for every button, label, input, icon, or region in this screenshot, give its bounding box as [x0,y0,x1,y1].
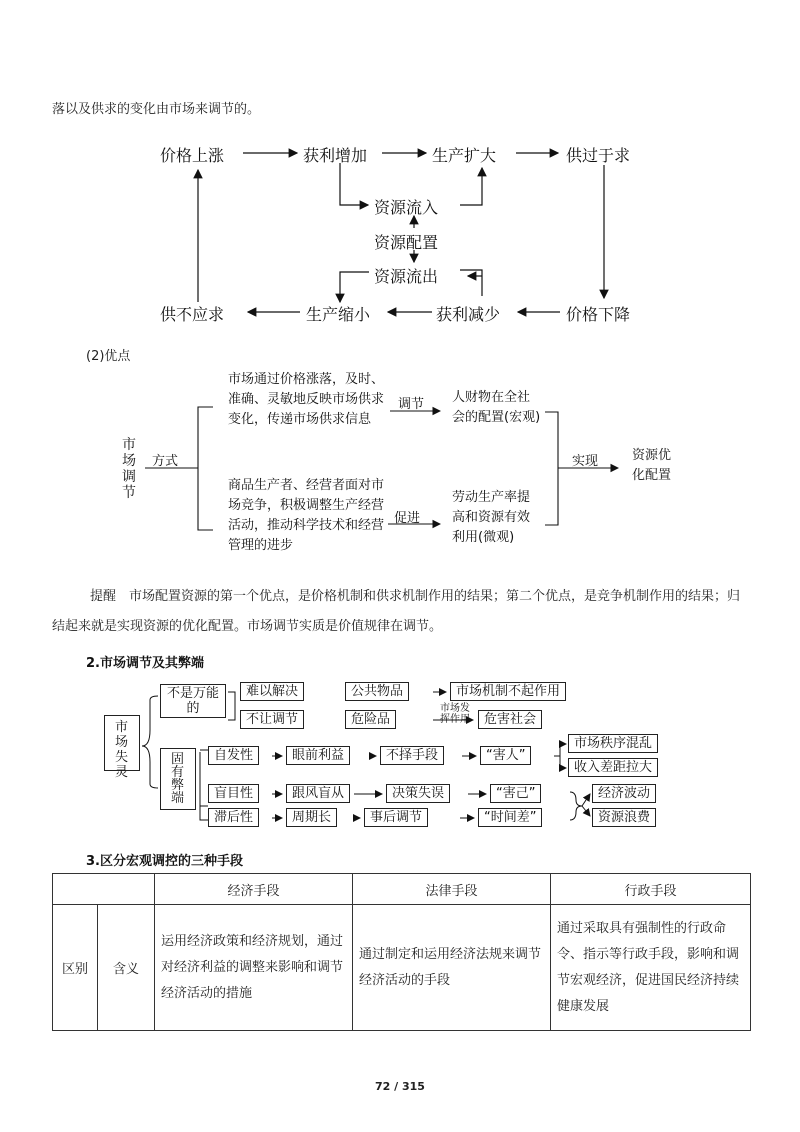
r3-short-term-interest: 眼前利益 [286,746,350,765]
macro-control-table [52,873,751,1031]
r2-dangerous-goods: 危险品 [345,710,396,729]
cell-administrative-meaning: 通过采取具有强制性的行政命令、指示等行政手段，影响和调节宏观经济，促进国民经济持续健康发展 [551,905,751,1031]
r5-lag: 滞后性 [208,808,259,827]
r2-not-allowed: 不让调节 [240,710,304,729]
resource-out-node: 资源流出 [374,267,439,286]
branch2-text: 商品生产者、经营者面对市场竞争，积极调整生产经营活动，推动科学技术和经营管理的进步 [228,478,385,553]
r3-income-gap: 收入差距拉大 [568,758,658,777]
row-sublabel-meaning: 含义 [98,905,155,1031]
table-row [53,905,751,1031]
branch2-result: 劳动生产率提高和资源有效利用(微观) [452,490,531,545]
price-down-node: 价格下降 [566,305,631,324]
r45-economic-fluctuation: 经济波动 [592,784,656,803]
production-expand-node: 生产扩大 [432,146,497,165]
production-shrink-node: 生产缩小 [306,305,371,324]
profit-up-node: 获利增加 [303,146,368,165]
page-number: 72 / 315 [375,1080,425,1093]
price-up-node: 价格上涨 [160,146,225,165]
r3-spontaneity: 自发性 [208,746,259,765]
row-label-difference: 区别 [53,905,98,1031]
market-regulation-root: 市场调节 [122,437,136,501]
profit-down-node: 获利减少 [436,305,501,324]
r4-blindness: 盲目性 [208,784,259,803]
cell-legal-meaning: 通过制定和运用经济法规来调节经济活动的手段 [353,905,551,1031]
branch2-edge-label: 促进 [394,511,421,526]
intro-text: 落以及供求的变化由市场来调节的。 [52,102,261,117]
price-cycle-connectors [0,0,800,340]
branch1-text: 市场通过价格涨落，及时、准确、灵敏地反映市场供求变化，传递市场供求信息 [228,372,385,427]
not-omnipotent-box: 不是万能的 [160,684,226,718]
section2-title: 2.市场调节及其弊端 [86,656,204,671]
branch1-result: 人财物在全社会的配置(宏观) [452,390,541,425]
r2-edge-label: 市场发挥作用 [440,703,470,725]
r3-harm-others: “害人” [480,746,531,765]
r3-market-disorder: 市场秩序混乱 [568,734,658,753]
realize-label: 实现 [572,454,599,469]
r45-resource-waste: 资源浪费 [592,808,656,827]
method-label: 方式 [152,454,179,469]
section3-title: 3.区分宏观调控的三种手段 [86,854,243,869]
header-legal: 法律手段 [353,874,551,905]
inherent-flaws-box: 固有弊端 [160,748,196,810]
r1-mechanism-fails: 市场机制不起作用 [450,682,566,701]
header-administrative: 行政手段 [551,874,751,905]
resource-in-node: 资源流入 [374,198,439,217]
cell-economic-meaning: 运用经济政策和经济规划，通过对经济利益的调整来影响和调节经济活动的措施 [155,905,353,1031]
r4-bad-decision: 决策失误 [386,784,450,803]
r3-any-means: 不择手段 [380,746,444,765]
market-failure-root: 市场失灵 [104,715,140,771]
table-header-row [53,874,751,905]
r1-hard-to-solve: 难以解决 [240,682,304,701]
branch1-edge-label: 调节 [398,397,425,412]
r4-harm-self: “害己” [490,784,541,803]
supply-exceeds-node: 供过于求 [566,146,631,165]
advantages-label: (2)优点 [86,349,131,364]
r5-long-cycle: 周期长 [286,808,337,827]
reminder-paragraph: 提醒 市场配置资源的第一个优点，是价格机制和供求机制作用的结果；第二个优点，是竞争机制作用的结果；归结起来就是实现资源的优化配置。市场调节实质是价值规律在调节。 [52,589,741,634]
r5-time-lag: “时间差” [478,808,542,827]
r4-herd-following: 跟风盲从 [286,784,350,803]
final-result: 资源优化配置 [632,448,672,483]
r5-after-adjust: 事后调节 [364,808,428,827]
r2-harms-society: 危害社会 [478,710,542,729]
header-empty-cell [53,874,155,905]
header-economic: 经济手段 [155,874,353,905]
advantages-connectors [0,340,800,565]
supply-short-node: 供不应求 [160,305,225,324]
r1-public-goods: 公共物品 [345,682,409,701]
resource-alloc-node: 资源配置 [374,233,439,252]
